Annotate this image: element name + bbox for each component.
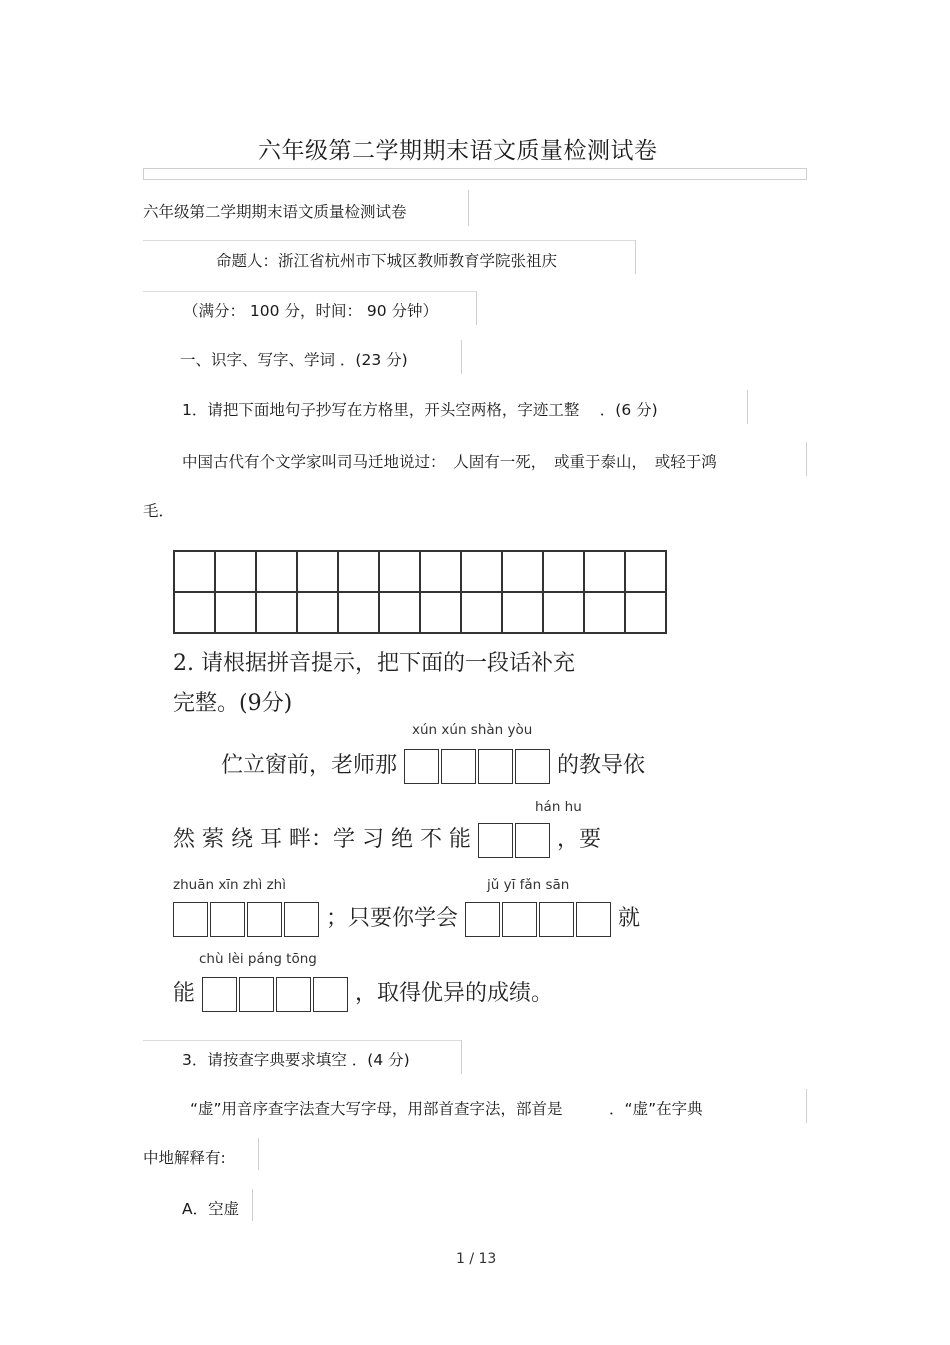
grid-cell[interactable]: [461, 592, 502, 633]
fill-text: ；只要你学会: [326, 906, 459, 931]
divider: [476, 291, 477, 325]
grid-cell[interactable]: [502, 551, 543, 592]
pinyin-hint: xún xún shàn yòu: [412, 722, 533, 738]
answer-box[interactable]: [247, 902, 282, 937]
grid-cell[interactable]: [461, 551, 502, 592]
q3-text-end: 中地解释有:: [143, 1149, 226, 1167]
answer-box[interactable]: [478, 823, 513, 858]
grid-cell[interactable]: [215, 592, 256, 633]
pinyin-hint: hán hu: [535, 799, 582, 815]
section-heading: 一、识字、写字、学词 ．(23 分): [180, 351, 408, 369]
writing-grid: [173, 550, 667, 634]
answer-box[interactable]: [539, 902, 574, 937]
divider: [252, 1189, 253, 1221]
answer-box[interactable]: [478, 749, 513, 784]
grid-cell[interactable]: [215, 551, 256, 592]
divider: [461, 1040, 462, 1074]
fill-line-2: [173, 822, 601, 858]
grid-cell[interactable]: [625, 592, 666, 633]
answer-box[interactable]: [441, 749, 476, 784]
divider: [461, 340, 462, 374]
answer-boxes: [173, 902, 319, 937]
grid-cell[interactable]: [338, 592, 379, 633]
grid-cell[interactable]: [379, 551, 420, 592]
q1-text: 中国古代有个文学家叫司马迁地说过： 人固有一死， 或重于泰山， 或轻于鸿: [182, 453, 717, 471]
fill-text: 就: [618, 906, 641, 931]
answer-box[interactable]: [465, 902, 500, 937]
q1-text-end: 毛．: [143, 502, 175, 520]
answer-box[interactable]: [239, 977, 274, 1012]
divider: [143, 291, 476, 292]
fill-text: ，取得优异的成绩。: [355, 981, 554, 1006]
q3-text: “虚”用音序查字法查大写字母，用部首查字法，部首是 ．“虚”在字典: [190, 1100, 703, 1118]
answer-box[interactable]: [515, 823, 550, 858]
answer-box[interactable]: [284, 902, 319, 937]
grid-cell[interactable]: [297, 551, 338, 592]
answer-box[interactable]: [173, 902, 208, 937]
grid-cell[interactable]: [420, 551, 461, 592]
fill-text: 的教导依: [557, 753, 646, 778]
answer-box[interactable]: [576, 902, 611, 937]
divider: [143, 1040, 461, 1041]
grid-cell[interactable]: [379, 592, 420, 633]
sub-title: 六年级第二学期期末语文质量检测试卷: [143, 203, 407, 221]
grid-cell[interactable]: [256, 551, 297, 592]
meta-line: （满分： 100 分，时间： 90 分钟）: [183, 302, 439, 320]
divider: [468, 190, 469, 226]
grid-cell[interactable]: [625, 551, 666, 592]
fill-line-1: [221, 748, 645, 784]
fill-text: 伫立窗前，老师那: [221, 753, 398, 778]
fill-line-4: [173, 976, 553, 1012]
grid-cell[interactable]: [584, 592, 625, 633]
fill-text: 能: [173, 981, 196, 1006]
grid-cell[interactable]: [297, 592, 338, 633]
fill-line-3: [173, 901, 640, 937]
divider: [635, 240, 636, 274]
answer-box[interactable]: [515, 749, 550, 784]
divider: [143, 240, 635, 241]
q2-title: 2. 请根据拼音提示，把下面的一段话补充: [173, 651, 575, 676]
divider: [747, 390, 748, 424]
answer-box[interactable]: [276, 977, 311, 1012]
grid-cell[interactable]: [543, 592, 584, 633]
grid-cell[interactable]: [174, 592, 215, 633]
title-divider: [143, 168, 807, 180]
divider: [806, 1089, 807, 1123]
pinyin-hint: zhuān xīn zhì zhì: [173, 877, 286, 893]
fill-text: ，要: [556, 827, 601, 852]
grid-cell[interactable]: [584, 551, 625, 592]
fill-text: 然 萦 绕 耳 畔：学 习 绝 不 能: [173, 827, 471, 852]
page-number: 1 / 13: [456, 1251, 497, 1267]
pinyin-hint: chù lèi páng tōng: [199, 951, 317, 967]
answer-box[interactable]: [313, 977, 348, 1012]
divider: [806, 442, 807, 476]
answer-box[interactable]: [210, 902, 245, 937]
answer-box[interactable]: [502, 902, 537, 937]
grid-cell[interactable]: [502, 592, 543, 633]
answer-boxes: [404, 749, 550, 784]
answer-box[interactable]: [202, 977, 237, 1012]
option-a: A．空虚: [182, 1200, 240, 1218]
grid-cell[interactable]: [174, 551, 215, 592]
answer-boxes: [202, 977, 348, 1012]
grid-cell[interactable]: [338, 551, 379, 592]
divider: [258, 1138, 259, 1170]
pinyin-hint: jǔ yī fǎn sān: [487, 877, 570, 893]
question-3: 3．请按查字典要求填空 ．(4 分): [182, 1051, 410, 1069]
grid-cell[interactable]: [420, 592, 461, 633]
q2-title-end: 完整。(9分): [173, 691, 293, 716]
grid-cell[interactable]: [256, 592, 297, 633]
answer-boxes: [465, 902, 611, 937]
answer-box[interactable]: [404, 749, 439, 784]
author-line: 命题人：浙江省杭州市下城区教师教育学院张祖庆: [216, 252, 558, 270]
grid-cell[interactable]: [543, 551, 584, 592]
question-1: 1．请把下面地句子抄写在方格里，开头空两格，字迹工整 ．(6 分): [182, 401, 658, 419]
answer-boxes: [478, 823, 550, 858]
page-title: 六年级第二学期期末语文质量检测试卷: [258, 138, 658, 164]
